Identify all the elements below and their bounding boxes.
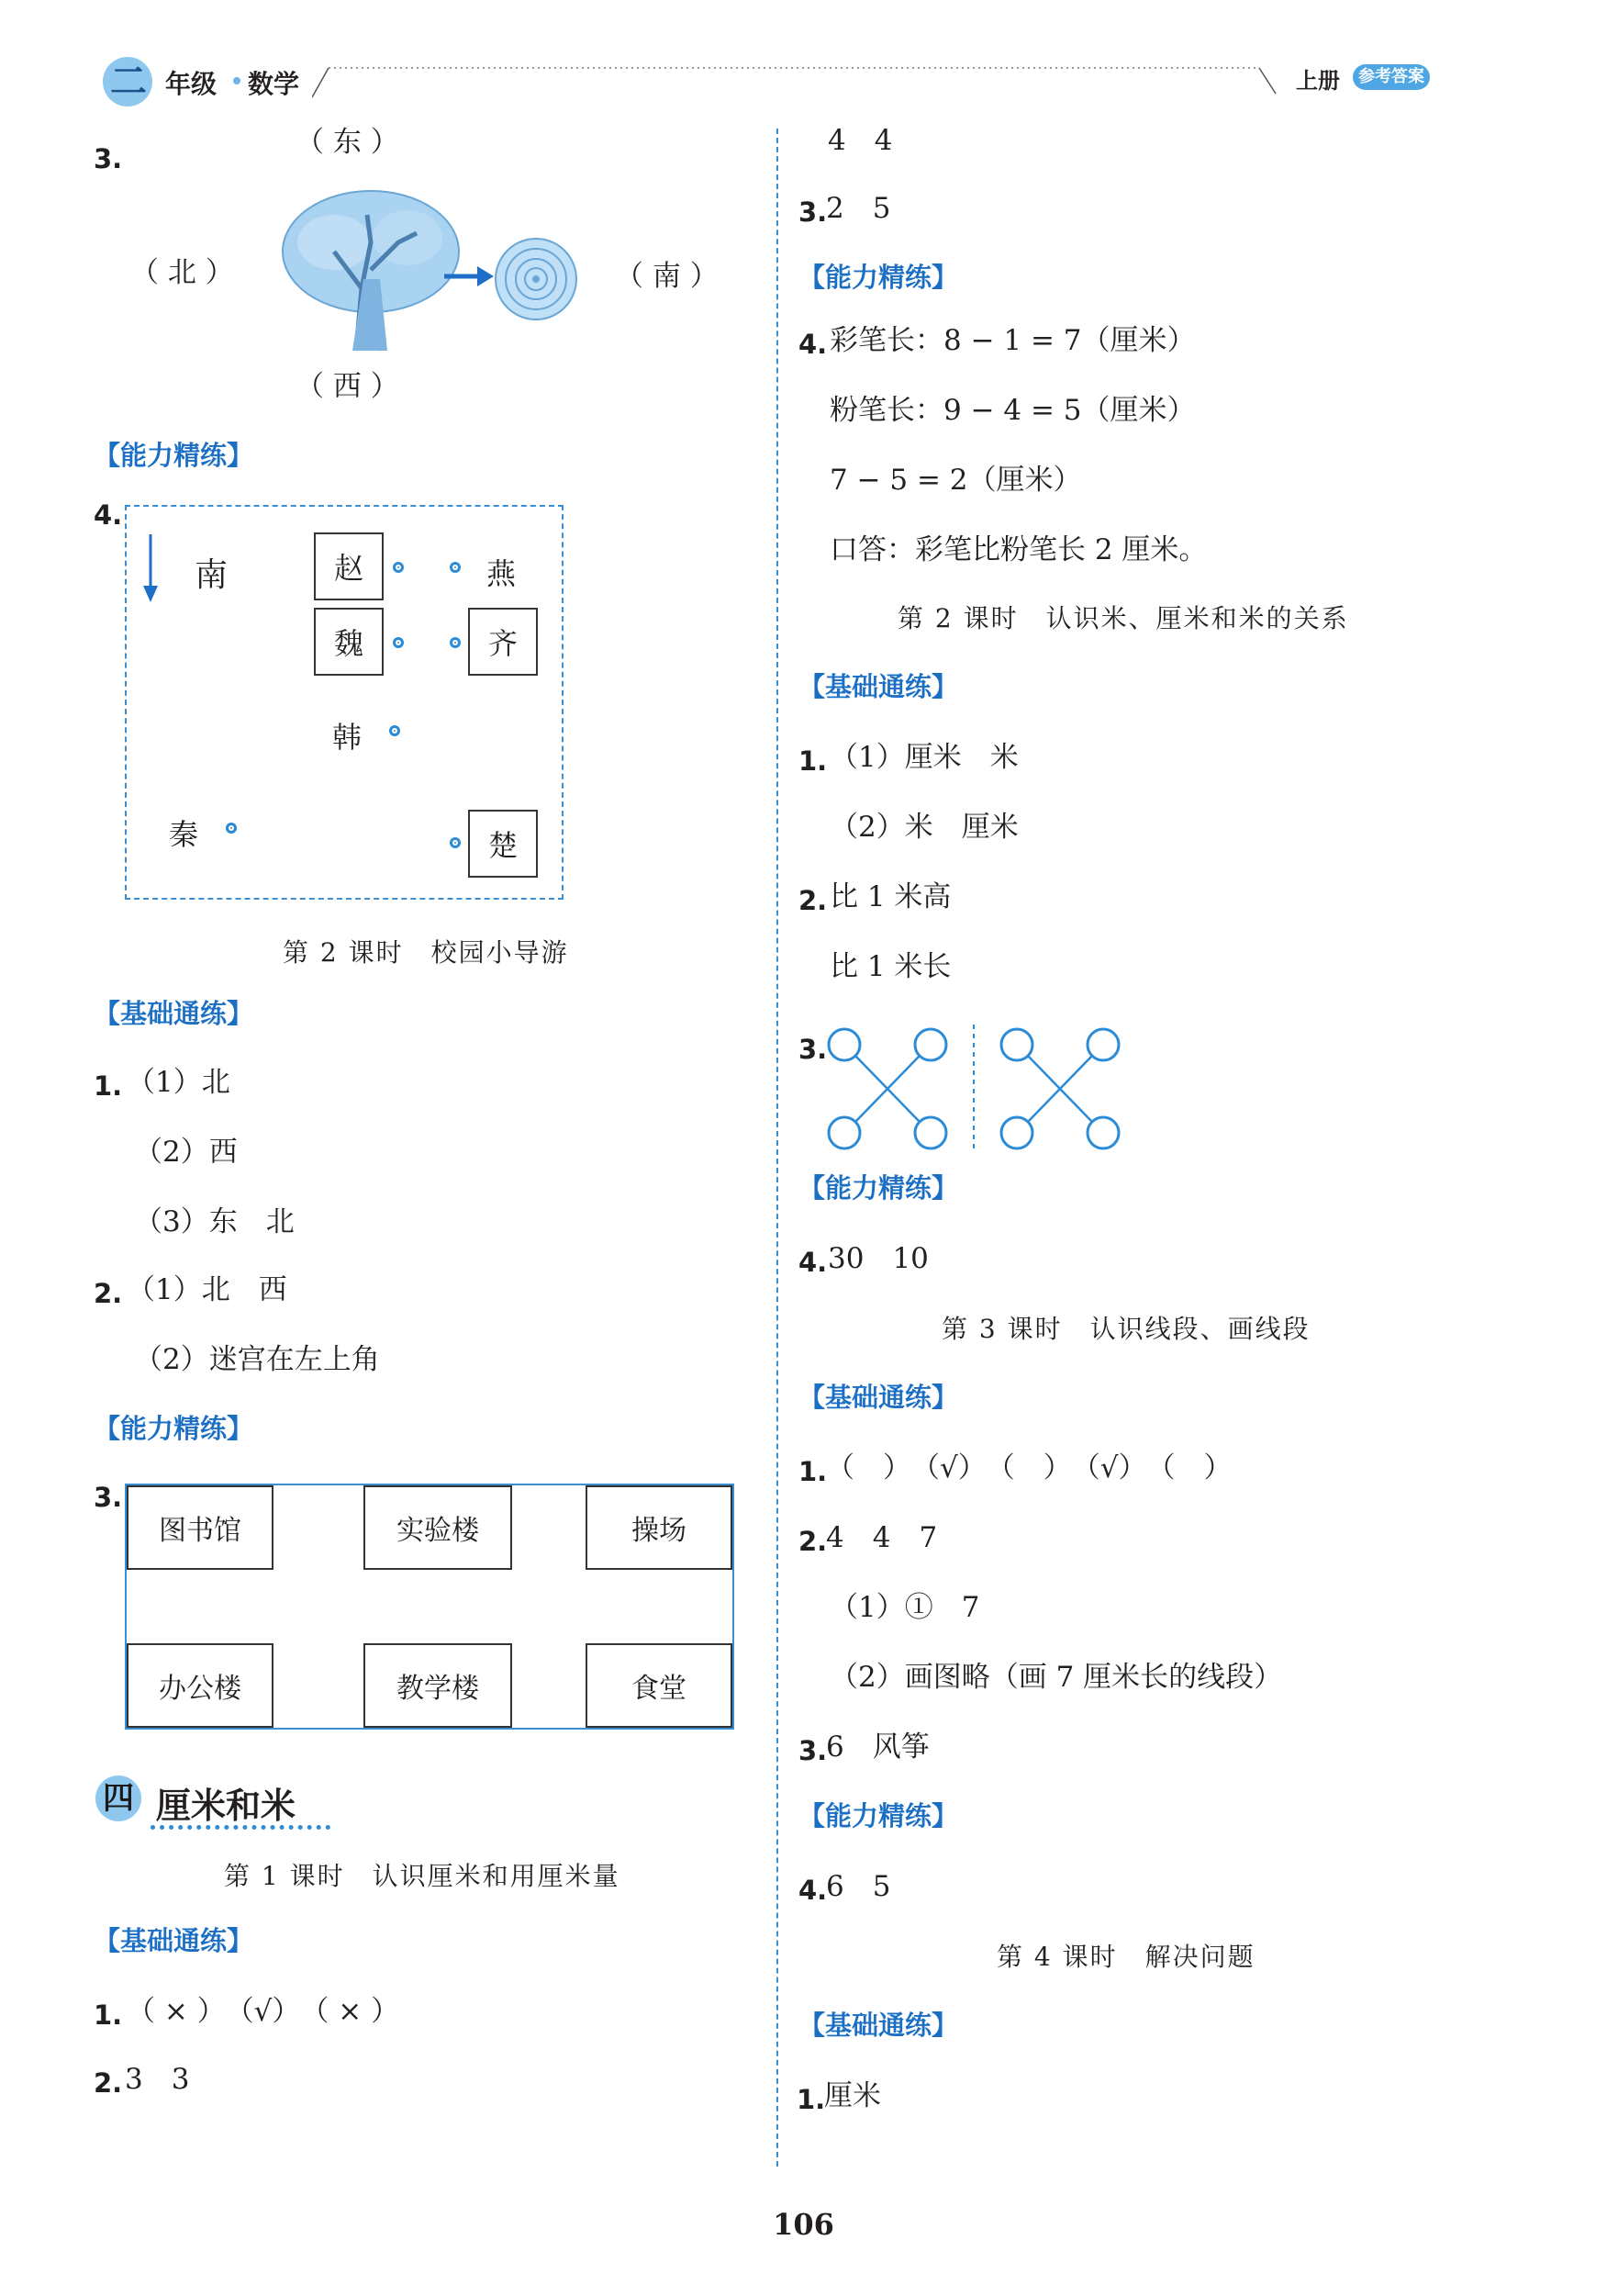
matching-diagram — [822, 1021, 1134, 1159]
west-label: （ 西 ） — [296, 370, 399, 403]
volume-text: 上册 — [1296, 68, 1340, 94]
answer-text: 彩笔长：8 − 1 = 7（厘米） — [830, 324, 1196, 357]
section-heading: 【基础通练】 — [94, 1925, 254, 1956]
section-heading: 【能力精练】 — [798, 262, 959, 293]
point-marker — [226, 823, 237, 834]
tree-illustration — [279, 187, 463, 353]
unit-underline — [151, 1825, 330, 1830]
lesson-title: 第 1 课时 认识厘米和用厘米量 — [224, 1861, 620, 1891]
answer-badge: 参考答案 — [1353, 64, 1430, 90]
answer-text: （2）米 厘米 — [830, 811, 1019, 844]
match-circle — [915, 1029, 946, 1060]
state-qin-label: 秦 — [169, 817, 199, 852]
question-number: 1. — [94, 1999, 123, 2031]
playground-box: 操场 — [586, 1485, 732, 1570]
answer-text: 比 1 米高 — [830, 880, 952, 913]
lab-box: 实验楼 — [363, 1485, 512, 1570]
question-number: 1. — [798, 745, 828, 777]
question-number: 2. — [94, 2067, 123, 2099]
north-label: （ 北 ） — [130, 256, 234, 289]
match-circle — [915, 1117, 946, 1148]
section-heading: 【能力精练】 — [94, 1413, 254, 1444]
match-circle — [829, 1029, 860, 1060]
lesson-title: 第 4 课时 解决问题 — [997, 1942, 1255, 1972]
match-circle — [1088, 1029, 1119, 1060]
east-label: （ 东 ） — [296, 126, 399, 159]
unit-number: 四 — [103, 1780, 134, 1817]
lesson-title: 第 3 课时 认识线段、画线段 — [942, 1314, 1311, 1344]
question-number: 1. — [797, 2084, 826, 2115]
match-circle — [1088, 1117, 1119, 1148]
point-marker — [450, 562, 461, 573]
header-rule — [312, 57, 1303, 99]
answer-text: 粉笔长：9 − 4 = 5（厘米） — [830, 394, 1196, 427]
answer-text: （1）北 西 — [127, 1273, 287, 1306]
match-circle — [1001, 1117, 1032, 1148]
point-marker — [393, 637, 404, 648]
point-marker — [389, 725, 400, 736]
answer-text: 4 4 7 — [826, 1521, 938, 1554]
point-marker — [393, 562, 404, 573]
lesson-title: 第 2 课时 校园小导游 — [283, 937, 569, 968]
stump-illustration — [492, 235, 580, 323]
answer-text: 6 5 — [826, 1870, 891, 1903]
grade-text: 年级 — [165, 69, 218, 99]
down-arrow-icon — [139, 532, 162, 606]
state-yan-label: 燕 — [486, 556, 517, 591]
column-divider — [776, 129, 778, 2167]
question-number: 1. — [798, 1456, 828, 1487]
question-number: 3. — [94, 1482, 123, 1513]
section-heading: 【基础通练】 — [94, 998, 254, 1029]
answer-text: （1）厘米 米 — [830, 741, 1019, 774]
answer-text: （2）画图略（画 7 厘米长的线段） — [830, 1661, 1283, 1694]
state-wei-box: 魏 — [314, 608, 384, 676]
answer-text: （2）迷宫在左上角 — [134, 1343, 380, 1376]
question-number: 3. — [798, 1034, 828, 1065]
point-marker — [450, 637, 461, 648]
question-number: 3. — [798, 196, 828, 228]
section-heading: 【基础通练】 — [798, 671, 959, 702]
answer-text: （1）北 — [127, 1066, 230, 1099]
subject-text: 数学 — [248, 69, 300, 99]
section-heading: 【基础通练】 — [798, 1382, 959, 1413]
grade-char: 二 — [110, 61, 147, 103]
question-number: 2. — [798, 1526, 828, 1557]
page-number: 106 — [773, 2207, 834, 2242]
answer-text: 7 − 5 = 2（厘米） — [830, 464, 1082, 497]
answer-text: 3 3 — [125, 2063, 190, 2096]
answer-text: 30 10 — [828, 1242, 929, 1275]
arrow-icon — [441, 263, 496, 290]
question-number: 4. — [798, 1875, 828, 1906]
answer-text: （ × ） （√） （ × ） — [127, 1995, 400, 2028]
canteen-box: 食堂 — [586, 1643, 732, 1728]
answer-text: 口答：彩笔比粉笔长 2 厘米。 — [830, 533, 1208, 566]
unit-title: 厘米和米 — [156, 1786, 296, 1826]
south-label: （ 南 ） — [615, 260, 719, 293]
section-heading: 【能力精练】 — [94, 440, 254, 471]
office-box: 办公楼 — [127, 1643, 273, 1728]
answer-text: 2 5 — [826, 192, 891, 225]
section-heading: 【基础通练】 — [798, 2010, 959, 2041]
section-heading: 【能力精练】 — [798, 1172, 959, 1204]
answer-text: 厘米 — [824, 2079, 881, 2112]
section-heading: 【能力精练】 — [798, 1800, 959, 1831]
answer-text: 4 4 — [828, 124, 893, 157]
header-dot — [233, 77, 240, 84]
south-direction-label: 南 — [195, 556, 229, 594]
match-circle — [1001, 1029, 1032, 1060]
answer-text: （3）东 北 — [134, 1205, 295, 1238]
question-number: 2. — [798, 885, 828, 916]
state-han-label: 韩 — [332, 720, 363, 755]
answer-text: 6 风筝 — [826, 1730, 930, 1764]
match-circle — [829, 1117, 860, 1148]
question-number: 2. — [94, 1278, 123, 1309]
answer-text: 比 1 米长 — [830, 950, 952, 983]
teaching-box: 教学楼 — [363, 1643, 512, 1728]
question-number: 3. — [798, 1735, 828, 1766]
lesson-title: 第 2 课时 认识米、厘米和米的关系 — [898, 603, 1349, 633]
state-qi-box: 齐 — [468, 608, 538, 676]
question-number: 4. — [798, 1247, 828, 1278]
answer-text: （ ） （√） （ ） （√） （ ） — [826, 1451, 1233, 1484]
question-number: 3. — [94, 143, 123, 174]
state-chu-box: 楚 — [468, 810, 538, 878]
state-zhao-box: 赵 — [314, 532, 384, 600]
library-box: 图书馆 — [127, 1485, 273, 1570]
question-number: 1. — [94, 1070, 123, 1102]
answer-text: （1）① 7 — [830, 1591, 980, 1624]
answer-text: （2）西 — [134, 1136, 238, 1169]
point-marker — [450, 837, 461, 848]
question-number: 4. — [94, 499, 123, 531]
question-number: 4. — [798, 329, 828, 360]
